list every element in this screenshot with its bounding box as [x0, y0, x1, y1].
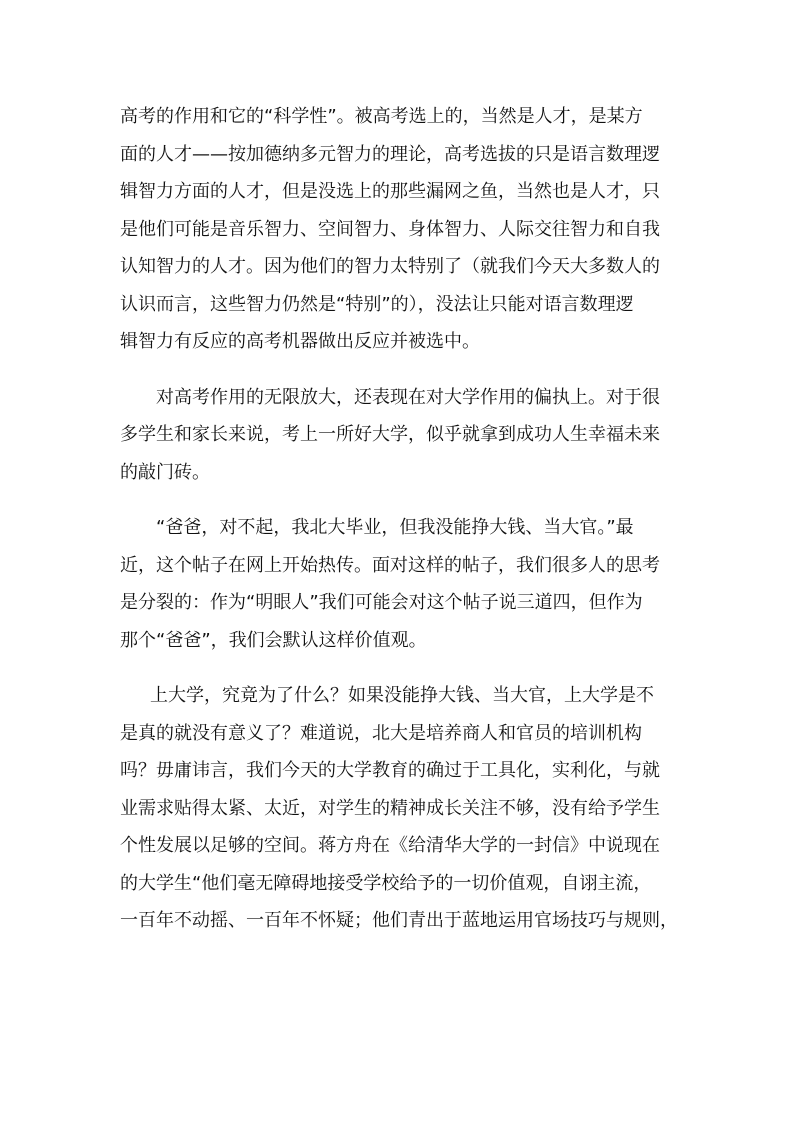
text-line: 面的人才——按加德纳多元智力的理论，高考选拔的只是语言数理逻: [120, 143, 660, 165]
text-line: 上大学，究竟为了什么？如果没能挣大钱、当大官，上大学是不: [150, 685, 654, 706]
text-line: 一百年不动摇、一百年不怀疑；他们青出于蓝地运用官场技巧与规则，: [120, 910, 678, 931]
text-line: 吗？毋庸讳言，我们今天的大学教育的确过于工具化，实利化，与就: [120, 760, 660, 781]
paragraph-why-university: [120, 677, 676, 940]
text-line: 近，这个帖子在网上开始热传。面对这样的帖子，我们很多人的思考: [120, 554, 660, 576]
text-line: 的大学生“他们毫无障碍地接受学校给予的一切价值观，自诩主流，: [120, 872, 652, 894]
text-line: 的敲门砖。: [120, 461, 210, 483]
text-line: 多学生和家长来说，考上一所好大学，似乎就拿到成功人生幸福未来: [120, 424, 660, 445]
text-line: 高考的作用和它的“科学性”。被高考选上的，当然是人才，是某方: [120, 106, 643, 127]
text-line: 是分裂的：作为“明眼人”我们可能会对这个帖子说三道四，但作为: [120, 592, 643, 613]
text-line: 辑智力方面的人才，但是没选上的那些漏网之鱼，当然也是人才，只: [120, 181, 660, 202]
text-line: 是他们可能是音乐智力、空间智力、身体智力、人际交往智力和自我: [120, 218, 660, 240]
text-line: 业需求贴得太紧、太近，对学生的精神成长关注不够，没有给予学生: [120, 797, 660, 819]
text-line: 对高考作用的无限放大，还表现在对大学作用的偏执上。对于很: [156, 386, 660, 408]
text-line: “爸爸，对不起，我北大毕业，但我没能挣大钱、当大官。”最: [156, 517, 634, 538]
paragraph-university-role: [120, 379, 676, 492]
document-body: [120, 98, 676, 958]
text-line: 辑智力有反应的高考机器做出反应并被选中。: [120, 331, 480, 352]
paragraph-dad-post: [120, 509, 676, 659]
text-line: 认识而言，这些智力仍然是“特别”的），没法让只能对语言数理逻: [120, 293, 634, 315]
text-line: 是真的就没有意义了？难道说，北大是培养商人和官员的培训机构: [120, 722, 642, 744]
text-line: 那个“爸爸”，我们会默认这样价值观。: [120, 629, 427, 651]
paragraph-gaokao-function: [120, 98, 676, 361]
text-line: 认知智力的人才。因为他们的智力太特别了（就我们今天大多数人的: [120, 256, 660, 277]
text-line: 个性发展以足够的空间。蒋方舟在《给清华大学的一封信》中说现在: [120, 835, 660, 856]
